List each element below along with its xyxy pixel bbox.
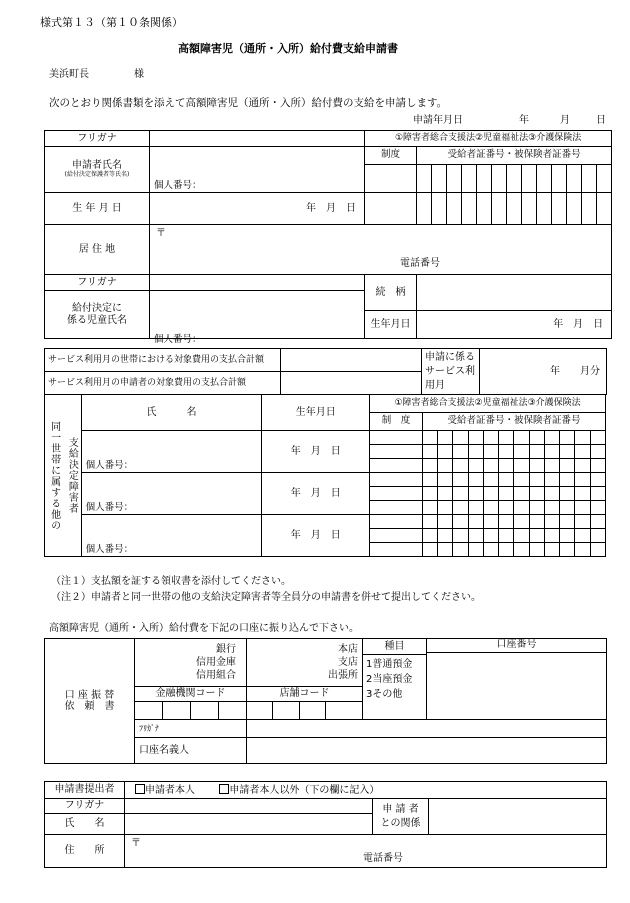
applicant-name-label [45, 147, 150, 193]
cert-digit[interactable] [438, 487, 453, 501]
cert-digit[interactable] [514, 473, 529, 487]
child-name-text-1: 給付決定に [72, 303, 122, 314]
member-3-name[interactable] [81, 515, 262, 557]
app-month: 月 [560, 115, 570, 126]
cert-digit[interactable] [453, 473, 468, 487]
service-month-field[interactable]: 年 月分 [480, 349, 607, 395]
applicant-total-label: サービス利用月の申請者の対象費用の支払合計額 [45, 372, 281, 395]
cert-digit[interactable] [422, 501, 437, 515]
cert-digit[interactable] [552, 165, 567, 193]
cert-digit[interactable] [468, 473, 483, 487]
bank-code-digit[interactable] [191, 702, 219, 720]
service-month-label: 申請に係るサービス利用月 [422, 349, 480, 395]
cert-digit[interactable] [468, 459, 483, 473]
child-dob-label: 生年月日 [365, 311, 417, 339]
cert-digit[interactable] [422, 459, 437, 473]
branch-type-2: 支店 [338, 657, 358, 668]
cert-digit[interactable] [483, 529, 498, 543]
cert-digit[interactable] [422, 515, 437, 529]
cert-digit[interactable] [514, 431, 529, 445]
relation-field[interactable] [417, 275, 612, 311]
cert-digit[interactable] [453, 543, 468, 557]
cert-digit[interactable] [567, 193, 582, 225]
bank-type-3: 信用組合 [196, 670, 236, 681]
cert-digit[interactable] [529, 501, 544, 515]
cert-digit[interactable] [422, 487, 437, 501]
cert-digit[interactable] [499, 473, 514, 487]
cert-digit[interactable] [499, 501, 514, 515]
child-name-text-2: 係る児童氏名 [67, 314, 127, 326]
cert-digit[interactable] [529, 431, 544, 445]
relation-label [373, 799, 429, 835]
member-system[interactable] [370, 487, 423, 501]
cert-digit[interactable] [544, 445, 559, 459]
account-type-1[interactable]: 1普通預金 [366, 659, 413, 670]
household-system-label: 制 度 [370, 413, 423, 431]
cert-digit[interactable] [560, 529, 575, 543]
cert-digit[interactable] [582, 193, 597, 225]
cert-digit[interactable] [438, 501, 453, 515]
bank-name-field[interactable] [135, 639, 247, 687]
bank-type-2: 信用金庫 [196, 657, 236, 668]
cert-digit[interactable] [453, 445, 468, 459]
member-2-dob[interactable]: 年 月 日 [262, 473, 370, 515]
submitter-name-label: 氏 名 [45, 814, 125, 835]
account-type-3[interactable]: 3その他 [366, 689, 403, 700]
cert-digit[interactable] [477, 193, 492, 225]
postal-mark: 〒 [156, 228, 166, 239]
cert-digit[interactable] [529, 445, 544, 459]
member-system[interactable] [370, 459, 423, 473]
cert-digit[interactable] [468, 431, 483, 445]
cert-digit[interactable] [597, 165, 612, 193]
cert-digit[interactable] [560, 459, 575, 473]
member-3-dob[interactable]: 年 月 日 [262, 515, 370, 557]
relation-field[interactable] [429, 799, 607, 835]
cert-digit[interactable] [575, 487, 590, 501]
submitter-name-field[interactable] [125, 814, 373, 835]
household-table [44, 394, 606, 557]
submitter-options [125, 782, 607, 799]
cert-digit[interactable] [529, 515, 544, 529]
cert-digit[interactable] [417, 165, 432, 193]
submitter-address-label: 住 所 [45, 835, 125, 868]
cert-digit[interactable] [453, 487, 468, 501]
cert-digit[interactable] [514, 543, 529, 557]
household-side-inner [63, 395, 81, 557]
account-number-label: 口座番号 [427, 639, 606, 653]
branch-code-digit[interactable] [247, 702, 273, 720]
cert-digit[interactable] [522, 193, 537, 225]
child-furigana-field[interactable] [150, 275, 365, 291]
cert-digit[interactable] [422, 529, 437, 543]
cert-digit[interactable] [483, 515, 498, 529]
cert-digit[interactable] [483, 445, 498, 459]
cert-digit[interactable] [447, 193, 462, 225]
cert-digit[interactable] [544, 459, 559, 473]
cert-digit[interactable] [575, 543, 590, 557]
cert-digit[interactable] [499, 515, 514, 529]
cert-digit[interactable] [432, 193, 447, 225]
cert-digit[interactable] [438, 529, 453, 543]
member-3-personal-no: 個人番号： [85, 544, 134, 556]
cert-digit[interactable] [453, 515, 468, 529]
honorific: 様 [134, 69, 144, 80]
cert-digit[interactable] [537, 165, 552, 193]
cert-digit[interactable] [499, 543, 514, 557]
submitter-furigana-field[interactable] [125, 799, 373, 814]
cert-digit[interactable] [438, 473, 453, 487]
submitter-phone-label: 電話番号 [363, 852, 403, 864]
cert-digit[interactable] [492, 165, 507, 193]
cert-digit[interactable] [544, 529, 559, 543]
cert-digit[interactable] [438, 431, 453, 445]
cert-digit[interactable] [575, 445, 590, 459]
member-2-name[interactable] [81, 473, 262, 515]
cert-digit[interactable] [438, 459, 453, 473]
app-day: 日 [596, 115, 606, 126]
cert-digit[interactable] [514, 487, 529, 501]
cert-digit[interactable] [597, 193, 612, 225]
household-total-field[interactable] [281, 349, 422, 372]
cert-digit[interactable] [499, 529, 514, 543]
cert-digit[interactable] [483, 459, 498, 473]
branch-code-digit[interactable] [326, 702, 363, 720]
cert-digit[interactable] [575, 473, 590, 487]
bank-code-label: 金融機関コード [135, 687, 247, 702]
cert-digit[interactable] [514, 501, 529, 515]
holder-field[interactable] [247, 738, 607, 764]
cert-digit[interactable] [590, 459, 606, 473]
holder-label: 口座名義人 [135, 738, 247, 764]
member-1-dob[interactable]: 年 月 日 [262, 431, 370, 473]
member-system[interactable] [370, 529, 423, 543]
cert-number-label: 受給者証番号・被保険者証番号 [417, 147, 612, 165]
cert-digit[interactable] [422, 445, 437, 459]
bank-code-digit[interactable] [219, 702, 247, 720]
household-total-label: サービス利用月の世帯における対象費用の支払合計額 [45, 349, 281, 372]
cert-digit[interactable] [544, 501, 559, 515]
address-field[interactable] [150, 225, 612, 275]
bank-section-label [45, 639, 135, 764]
applicant-name-field[interactable] [150, 147, 365, 193]
cert-digit[interactable] [438, 543, 453, 557]
cert-digit[interactable] [468, 445, 483, 459]
bank-section-label-1: 口 座 振 替 [64, 689, 115, 701]
option-self-label: 申請者本人 [145, 784, 195, 796]
cert-digit[interactable] [590, 473, 606, 487]
applicant-total-field[interactable] [281, 372, 422, 395]
cert-digit[interactable] [560, 501, 575, 515]
relation-label-1: 申 請 者 [382, 803, 419, 815]
branch-code-digit[interactable] [300, 702, 326, 720]
member-1-personal-no: 個人番号： [85, 460, 134, 472]
cert-digit[interactable] [468, 487, 483, 501]
furigana-label: フリガナ [45, 131, 150, 147]
branch-code-label: 店舗コード [247, 687, 363, 702]
bank-code-digit[interactable] [163, 702, 191, 720]
branch-code-digit[interactable] [273, 702, 300, 720]
cert-digit[interactable] [575, 529, 590, 543]
cert-digit[interactable] [544, 543, 559, 557]
member-system[interactable] [370, 501, 423, 515]
member-system[interactable] [370, 445, 423, 459]
cert-digit[interactable] [499, 459, 514, 473]
cert-digit[interactable] [590, 543, 606, 557]
page-title: 高額障害児（通所・入所）給付費支給申請書 [178, 42, 398, 55]
household-side-outer-text: 同一世帯に属する他の [48, 420, 60, 531]
cert-digit[interactable] [499, 431, 514, 445]
note-2: （注２）申請者と同一世帯の他の支給決定障害者等全員分の申請書を併せて提出してください。 [51, 592, 481, 603]
relation-label: 続 柄 [365, 275, 417, 311]
intro-text: 次のとおり関係書類を添えて高額障害児（通所・入所）給付費の支給を申請します。 [49, 97, 448, 109]
cert-digit[interactable] [575, 431, 590, 445]
bank-code-digit[interactable] [135, 702, 163, 720]
cert-digit[interactable] [560, 473, 575, 487]
cert-digit[interactable] [544, 473, 559, 487]
cert-digit[interactable] [453, 529, 468, 543]
cert-digit[interactable] [590, 501, 606, 515]
cert-digit[interactable] [514, 445, 529, 459]
member-system[interactable] [370, 431, 423, 445]
system-field[interactable] [365, 165, 417, 193]
option-other-label: 申請者本人以外（下の欄に記入） [229, 784, 380, 796]
address-label: 居 住 地 [45, 225, 150, 275]
cert-digit[interactable] [567, 165, 582, 193]
child-personal-number-label: 個人番号： [154, 334, 202, 345]
cert-digit[interactable] [453, 431, 468, 445]
cert-digit[interactable] [582, 165, 597, 193]
cert-digit[interactable] [575, 459, 590, 473]
household-side-outer [45, 395, 63, 557]
cert-digit[interactable] [544, 487, 559, 501]
member-2-personal-no: 個人番号： [85, 502, 134, 514]
cert-digit[interactable] [422, 543, 437, 557]
cert-digit[interactable] [590, 445, 606, 459]
dob-label: 生 年 月 日 [45, 193, 150, 225]
checkbox-self[interactable] [135, 784, 145, 794]
phone-label: 電話番号 [400, 257, 440, 269]
furigana-field[interactable] [150, 131, 365, 147]
bank-intro: 高額障害児（通所・入所）給付費を下記の口座に振り込んで下さい。 [49, 623, 359, 634]
cert-digit[interactable] [529, 473, 544, 487]
child-name-field[interactable] [150, 291, 365, 339]
child-name-label [45, 291, 150, 339]
branch-type-1: 本店 [338, 644, 358, 655]
cert-digit[interactable] [590, 487, 606, 501]
cert-digit[interactable] [560, 487, 575, 501]
holder-furigana-label: ﾌﾘｶﾞﾅ [135, 720, 247, 738]
cert-digit[interactable] [438, 445, 453, 459]
cert-digit[interactable] [462, 165, 477, 193]
cert-digit[interactable] [575, 501, 590, 515]
submitter-postal-mark: 〒 [131, 838, 141, 849]
cert-digit[interactable] [529, 459, 544, 473]
household-cert-label: 受給者証番号・被保険者証番号 [422, 413, 605, 431]
cert-digit[interactable] [422, 431, 437, 445]
cert-digit[interactable] [529, 529, 544, 543]
child-dob-field[interactable]: 年 月 日 [417, 311, 612, 339]
cert-digit[interactable] [422, 473, 437, 487]
cert-digit[interactable] [590, 431, 606, 445]
branch-name-field[interactable] [247, 639, 363, 687]
cert-digit[interactable] [499, 445, 514, 459]
submitter-address-field[interactable] [125, 835, 607, 868]
holder-furigana-field[interactable] [247, 720, 607, 738]
member-system[interactable] [370, 515, 423, 529]
cert-digit[interactable] [483, 543, 498, 557]
submitter-table [44, 781, 607, 868]
cert-digit[interactable] [477, 165, 492, 193]
cert-digit[interactable] [529, 487, 544, 501]
household-side-inner-text: 支給決定障害者 [66, 437, 78, 514]
account-type-field[interactable] [363, 639, 427, 720]
dob-field[interactable]: 年 月 日 [150, 193, 365, 225]
laws-header: ①障害者総合支援法②児童福祉法③介護保険法 [365, 131, 612, 147]
household-dob-header: 生年月日 [262, 395, 370, 431]
cert-digit[interactable] [453, 501, 468, 515]
cert-digit[interactable] [537, 193, 552, 225]
cert-digit[interactable] [575, 515, 590, 529]
cert-digit[interactable] [468, 501, 483, 515]
cert-digit[interactable] [514, 459, 529, 473]
system-label: 制度 [365, 147, 417, 165]
household-laws-header: ①障害者総合支援法②児童福祉法③介護保険法 [370, 395, 606, 413]
cert-digit[interactable] [438, 515, 453, 529]
cert-digit[interactable] [468, 529, 483, 543]
addressee: 美浜町長 [49, 69, 89, 80]
system-field[interactable] [365, 193, 417, 225]
cert-digit[interactable] [468, 515, 483, 529]
cert-digit[interactable] [453, 459, 468, 473]
cert-digit[interactable] [483, 501, 498, 515]
account-type-label: 種目 [363, 639, 426, 655]
cert-digit[interactable] [522, 165, 537, 193]
member-system[interactable] [370, 473, 423, 487]
cert-digit[interactable] [544, 431, 559, 445]
applicant-name-text: 申請者氏名 [72, 160, 122, 172]
cert-digit[interactable] [507, 165, 522, 193]
submitter-label: 申請書提出者 [45, 782, 125, 799]
cert-digit[interactable] [417, 193, 432, 225]
note-1: （注１）支払額を証する領収書を添付してください。 [51, 576, 291, 587]
cert-digit[interactable] [492, 193, 507, 225]
cert-digit[interactable] [483, 487, 498, 501]
cert-digit[interactable] [462, 193, 477, 225]
checkbox-other[interactable] [219, 784, 229, 794]
cert-digit[interactable] [514, 515, 529, 529]
cert-digit[interactable] [560, 515, 575, 529]
relation-label-2: との関係 [380, 817, 421, 829]
cert-digit[interactable] [544, 515, 559, 529]
account-number-field[interactable] [427, 639, 607, 720]
form-number: 様式第１３（第１０条関係） [40, 16, 183, 29]
cert-digit[interactable] [468, 543, 483, 557]
cert-digit[interactable] [432, 165, 447, 193]
personal-number-label: 個人番号： [154, 180, 202, 192]
applicant-table [44, 130, 612, 339]
bank-table [44, 638, 607, 764]
member-system[interactable] [370, 543, 423, 557]
applicant-name-note: (給付決定保護者等氏名) [64, 170, 130, 178]
branch-type-3: 出張所 [328, 670, 358, 681]
submitter-furigana-label: フリガナ [45, 799, 125, 814]
payments-table [44, 348, 607, 395]
cert-digit[interactable] [514, 529, 529, 543]
cert-digit[interactable] [590, 529, 606, 543]
child-furigana-label: フリガナ [45, 275, 150, 291]
cert-digit[interactable] [447, 165, 462, 193]
bank-type-1: 銀行 [216, 644, 236, 655]
bank-section-label-2: 依 頼 書 [64, 701, 115, 712]
cert-digit[interactable] [560, 445, 575, 459]
cert-digit[interactable] [499, 487, 514, 501]
cert-digit[interactable] [560, 431, 575, 445]
cert-digit[interactable] [483, 473, 498, 487]
cert-digit[interactable] [590, 515, 606, 529]
cert-digit[interactable] [560, 543, 575, 557]
app-year: 年 [519, 115, 529, 126]
household-name-header: 氏 名 [81, 395, 262, 431]
account-type-2[interactable]: 2当座預金 [366, 674, 413, 685]
cert-digit[interactable] [552, 193, 567, 225]
cert-digit[interactable] [507, 193, 522, 225]
member-1-name[interactable] [81, 431, 262, 473]
cert-digit[interactable] [529, 543, 544, 557]
cert-digit[interactable] [483, 431, 498, 445]
application-date-label: 申請年月日 [413, 115, 463, 126]
